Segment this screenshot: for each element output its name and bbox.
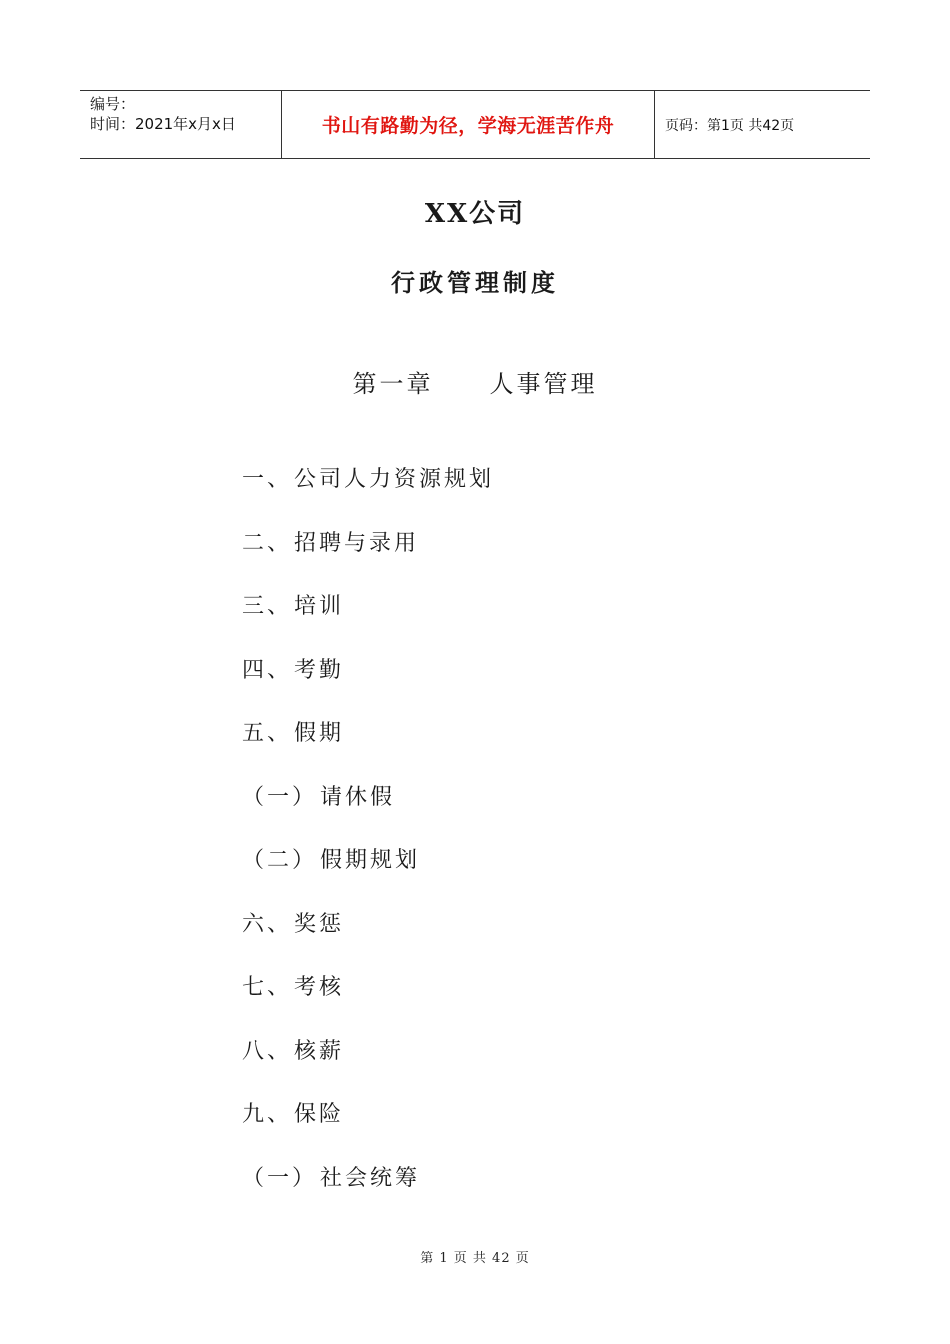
toc-item <box>242 526 494 590</box>
page-info-text: 页码：第1页 共42页 <box>665 117 795 134</box>
toc-item-number: 六、 <box>242 911 293 937</box>
toc-subitem <box>242 843 494 907</box>
toc-item-text: 公司人力资源规划 <box>294 467 495 492</box>
page-header <box>80 90 870 159</box>
chapter-heading <box>0 364 950 399</box>
toc-item-text: 保险 <box>294 1102 345 1127</box>
chapter-number: 第一章 <box>352 370 434 398</box>
toc-item-number: 九、 <box>242 1102 293 1127</box>
toc-item-number: 二、 <box>242 530 293 556</box>
toc-item <box>242 1097 494 1161</box>
header-meta <box>80 91 281 158</box>
toc-item-number: 三、 <box>242 594 293 619</box>
serial-label: 编号： <box>90 95 136 113</box>
toc-item <box>242 907 494 971</box>
toc-item-text: 假期 <box>294 721 345 746</box>
toc-item-text: 请休假 <box>320 784 396 810</box>
toc-item <box>242 589 494 653</box>
toc-item-number: 一、 <box>242 467 293 492</box>
toc-item <box>242 462 494 526</box>
toc-item-number: 八、 <box>242 1038 293 1064</box>
toc-item-text: 培训 <box>294 594 345 619</box>
toc-item <box>242 970 494 1034</box>
header-page-info <box>655 91 870 158</box>
toc-subitem <box>242 780 494 844</box>
table-of-contents <box>242 462 494 1224</box>
toc-item-text: 奖惩 <box>294 911 345 937</box>
toc-item-number: （一） <box>242 1165 318 1191</box>
document-title: 行政管理制度 <box>391 269 559 297</box>
toc-item-text: 考勤 <box>294 657 345 683</box>
toc-item-text: 核薪 <box>294 1038 345 1064</box>
page-footer: 第 1 页 共 42 页 <box>420 1251 530 1266</box>
toc-item-number: 四、 <box>242 657 293 683</box>
toc-item-text: 社会统筹 <box>320 1165 421 1191</box>
toc-item-number: （二） <box>242 848 318 873</box>
time-label: 时间：2021年x月x日 <box>90 115 236 133</box>
toc-item <box>242 716 494 780</box>
toc-item-number: 七、 <box>242 975 293 1000</box>
toc-item-text: 招聘与录用 <box>294 530 420 556</box>
toc-subitem <box>242 1161 494 1225</box>
chapter-name: 人事管理 <box>489 370 598 398</box>
company-name: XX公司 <box>424 199 526 229</box>
header-motto <box>281 91 655 158</box>
motto-text: 书山有路勤为径，学海无涯苦作舟 <box>321 115 615 137</box>
toc-item <box>242 1034 494 1098</box>
toc-item <box>242 653 494 717</box>
toc-item-number: 五、 <box>242 721 293 746</box>
toc-item-text: 考核 <box>294 975 345 1000</box>
toc-item-number: （一） <box>242 784 318 810</box>
toc-item-text: 假期规划 <box>320 848 421 873</box>
